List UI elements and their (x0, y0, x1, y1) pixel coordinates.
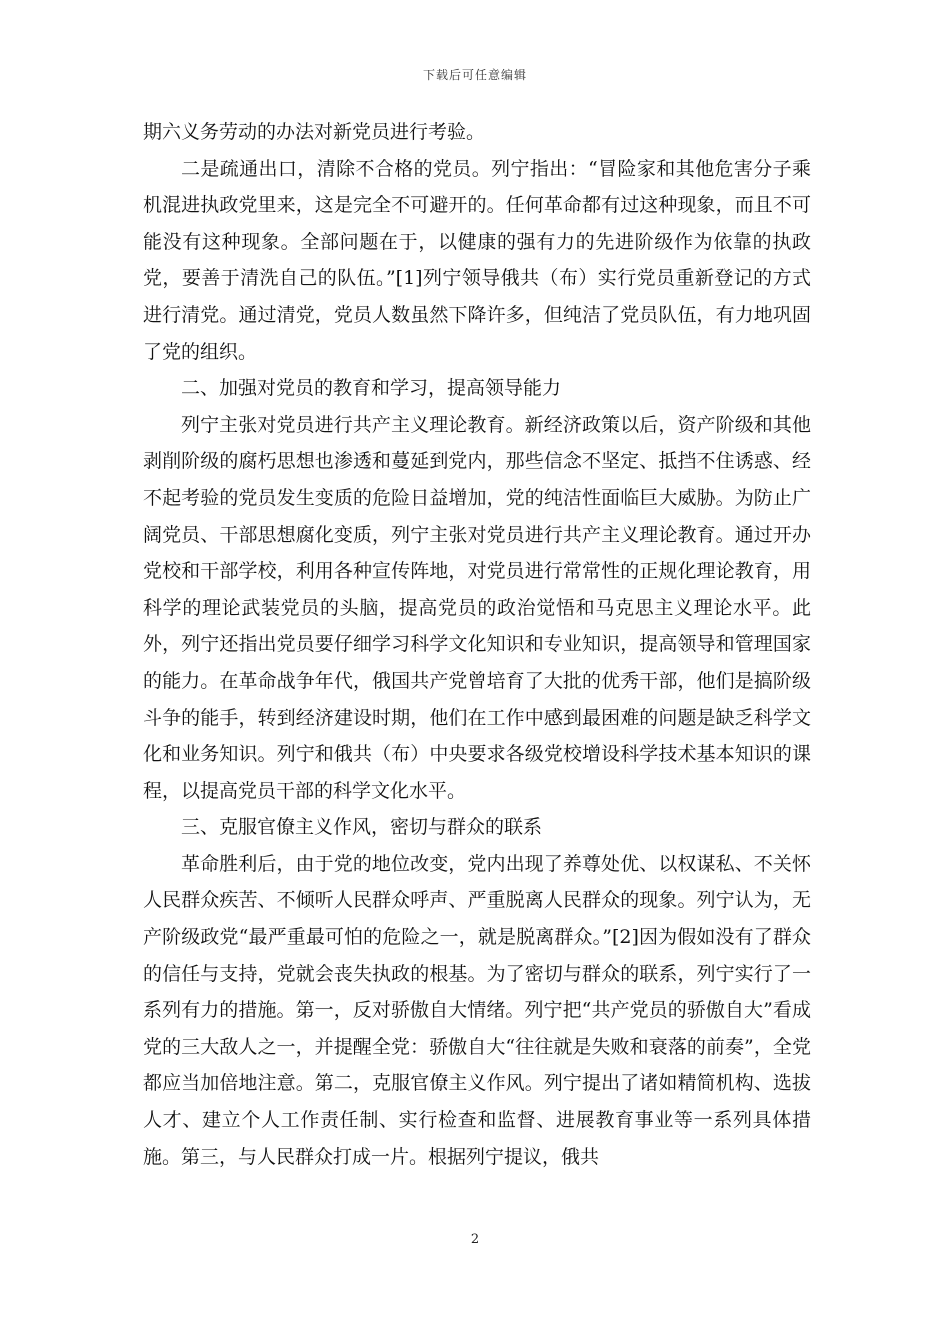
page-number: 2 (470, 1232, 480, 1247)
paragraph-continuation: 期六义务劳动的办法对新党员进行考验。 (143, 121, 486, 143)
section-heading-education: 二、加强对党员的教育和学习，提高领导能力 (181, 377, 562, 400)
paragraph-bureaucracy: 革命胜利后，由于党的地位改变，党内出现了养尊处优、以权谋私、不关怀人民群众疾苦、不倾听人民群众呼声、严重脱离人民群众的现象。列宁认为，无产阶级政党“最严重最可怕的危险之一，就是脱离群众。”[2]因为假如没有了群众的信任与支持，党就会丧失执政的根基。为了密切与群众的联系，列宁实行了一系列有力的措施。第一，反对骄傲自大情绪。列宁把“共产党员的骄傲自大”看成党的三大敌人之一，并提醒全党：骄傲自大“往往就是失败和衰落的前奏”，全党都应当加倍地注意。第二，克服官僚主义作风。列宁提出了诸如精简机构、选拔人才、建立个人工作责任制、实行检查和监督、进展教育事业等一系列具体措施。第三，与人民群众打成一片。根据列宁提议，俄共 (143, 852, 811, 1168)
page-header: 下载后可任意编辑 (422, 68, 527, 82)
paragraph-clearing-party: 二是疏通出口，清除不合格的党员。列宁指出：“冒险家和其他危害分子乘机混进执政党里来，这是完全不可避开的。任何革命都有过这种现象，而且不可能没有这种现象。全部问题在于，以健康的强有力的先进阶级作为依靠的执政党，要善于清洗自己的队伍。”[1]列宁领导俄共（布）实行党员重新登记的方式进行清党。通过清党，党员人数虽然下降许多，但纯洁了党员队伍，有力地巩固了党的组织。 (143, 157, 811, 363)
paragraph-education: 列宁主张对党员进行共产主义理论教育。新经济政策以后，资产阶级和其他剥削阶级的腐朽思想也渗透和蔓延到党内，那些信念不坚定、抵挡不住诱惑、经不起考验的党员发生变质的危险日益增加，党的纯洁性面临巨大威胁。为防止广阔党员、干部思想腐化变质，列宁主张对党员进行共产主义理论教育。通过开办党校和干部学校，利用各种宣传阵地，对党员进行常常性的正规化理论教育，用科学的理论武装党员的头脑，提高党员的政治觉悟和马克思主义理论水平。此外，列宁还指出党员要仔细学习科学文化知识和专业知识，提高领导和管理国家的能力。在革命战争年代，俄国共产党曾培育了大批的优秀干部，他们是搞阶级斗争的能手，转到经济建设时期，他们在工作中感到最困难的问题是缺乏科学文化和业务知识。列宁和俄共（布）中央要求各级党校增设科学技术基本知识的课程，以提高党员干部的科学文化水平。 (143, 413, 811, 802)
document-body (143, 114, 811, 1175)
section-heading-bureaucracy: 三、克服官僚主义作风，密切与群众的联系 (181, 816, 543, 839)
